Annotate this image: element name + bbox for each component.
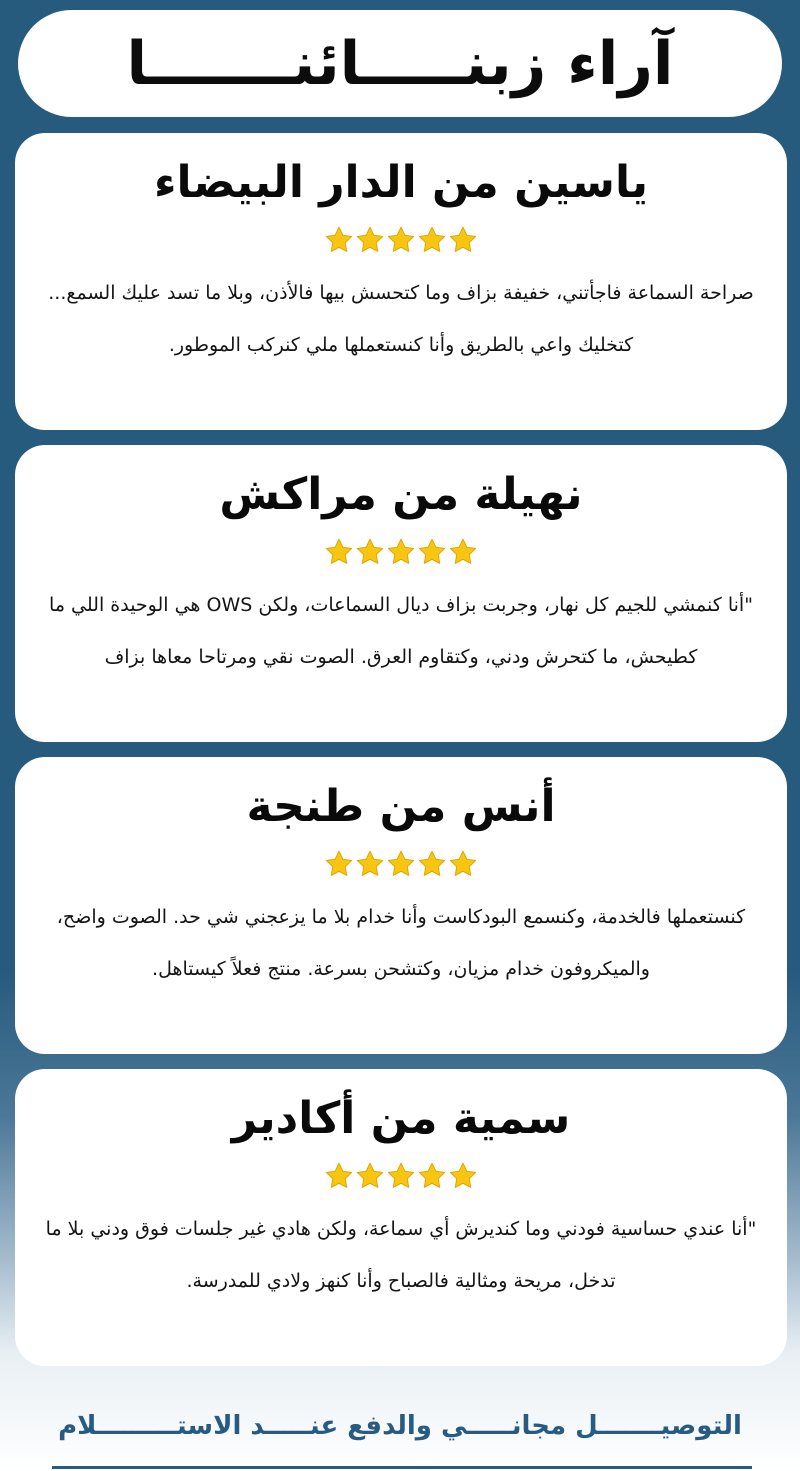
star-icon <box>355 849 385 879</box>
footer-banner <box>0 1398 800 1454</box>
review-card <box>15 1069 787 1366</box>
star-rating <box>15 849 787 883</box>
star-rating <box>15 225 787 259</box>
star-icon <box>386 225 416 255</box>
star-icon <box>355 225 385 255</box>
review-text: صراحة السماعة فاجأتني، خفيفة بزاف وما كتحسش بيها فالأذن، وبلا ما تسد عليك السمع... كتخليك واعي بالطريق وأنا كنستعملها ملي كنركب الموطور. <box>48 282 754 356</box>
star-icon <box>448 225 478 255</box>
star-icon <box>324 225 354 255</box>
reviewer-name: سمية من أكادير <box>231 1093 571 1144</box>
reviewer-name: أنس من طنجة <box>246 781 556 832</box>
reviewer-name: نهيلة من مراكش <box>219 469 583 520</box>
star-icon <box>386 849 416 879</box>
star-icon <box>386 1161 416 1191</box>
star-icon <box>448 1161 478 1191</box>
review-card <box>15 133 787 430</box>
star-icon <box>324 849 354 879</box>
star-icon <box>355 537 385 567</box>
review-card <box>15 757 787 1054</box>
star-icon <box>386 537 416 567</box>
review-card <box>15 445 787 742</box>
page-title: آراء زبنـــــائنـــــــا <box>126 28 674 99</box>
star-icon <box>417 537 447 567</box>
review-text: "أنا عندي حساسية فودني وما كنديرش أي سماعة، ولكن هادي غير جلسات فوق ودني بلا ما تدخل، مريحة ومثالية فالصباح وأنا كنهز ولادي للمدرسة. <box>45 1218 757 1292</box>
reviewer-name: ياسين من الدار البيضاء <box>154 157 648 208</box>
star-icon <box>448 849 478 879</box>
star-icon <box>417 225 447 255</box>
star-rating <box>15 1161 787 1195</box>
star-icon <box>324 1161 354 1191</box>
star-icon <box>355 1161 385 1191</box>
footer-divider <box>52 1466 752 1469</box>
page-header <box>18 10 782 117</box>
star-icon <box>324 537 354 567</box>
star-icon <box>417 849 447 879</box>
review-text: "أنا كنمشي للجيم كل نهار، وجربت بزاف ديال السماعات، ولكن OWS هي الوحيدة اللي ما كطيحش، ما كتحرش ودني، وكتقاوم العرق. الصوت نقي ومرتاحا معاها بزاف <box>49 594 753 668</box>
star-icon <box>417 1161 447 1191</box>
star-icon <box>448 537 478 567</box>
review-text: كنستعملها فالخدمة، وكنسمع البودكاست وأنا خدام بلا ما يزعجني شي حد. الصوت واضح، والميكروفون خدام مزيان، وكتشحن بسرعة. منتج فعلاً كيستاهل. <box>56 906 746 980</box>
footer-text: التوصيـــــــل مجانـــــي والدفع عنـــــد الاستـــــــــلام <box>58 1411 742 1441</box>
star-rating <box>15 537 787 571</box>
